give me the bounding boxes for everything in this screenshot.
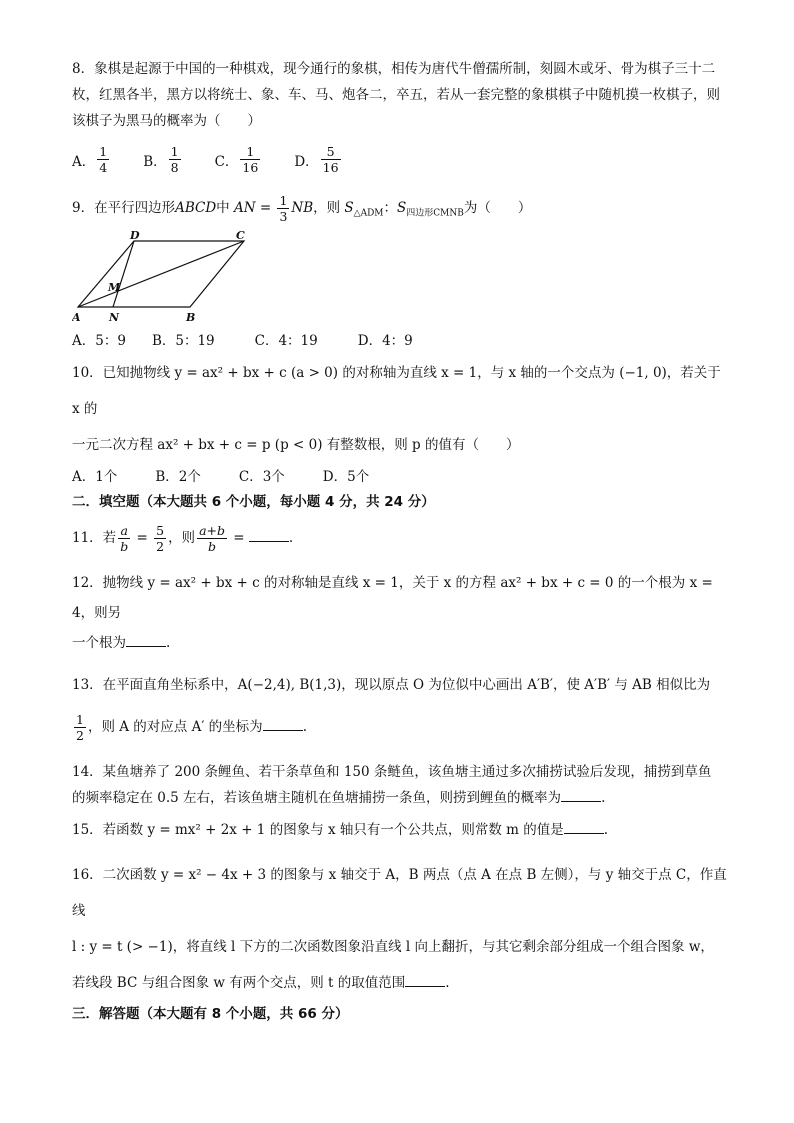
label-m: M: [108, 280, 121, 294]
option-a: A．1个: [72, 468, 118, 485]
options-9: [72, 329, 732, 349]
option-d: D．4：9: [357, 332, 413, 349]
question-10: 10．已知抛物线 y = ax² + bx + c (a > 0) 的对称轴为直线 x = 1，与 x 轴的一个交点为 (−1, 0)，若关于 x 的 一元二次方程 ax² + bx + c = p (p < 0) 有整数根，则 p 的值有（ ）: [72, 364, 721, 453]
fraction: $\frac{a+b}{b}$: [199, 522, 225, 554]
fraction: $\frac{1}{8}$: [170, 144, 179, 175]
line-ac: [78, 241, 244, 307]
fraction: $\frac{1}{16}$: [242, 144, 259, 175]
option-b: B．5：19: [151, 332, 215, 349]
exam-page: [72, 56, 732, 1027]
question-13: 13．在平面直角坐标系中，A(−2,4), B(1,3)，现以原点 O 为位似中心画出 A′B′，使 A′B′ 与 AB 相似比为: [72, 676, 711, 693]
answer-blank[interactable]: [564, 819, 604, 834]
question-16: 16．二次函数 y = x² − 4x + 3 的图象与 x 轴交于 A，B 两点（点 A 在点 B 左侧），与 y 轴交于点 C，作直线 l : y = t (> −1)，将直线 l 下方的二次函数图象沿直线 l 向上翻折，与其它剩余部分组成一个组合图象 w， 若线段 BC 与组合图象 w 有两个交点，则 t 的取值范围 .: [72, 866, 727, 991]
fraction: $\frac{5}{2}$: [156, 522, 165, 554]
fraction: $\frac{1}{2}$: [76, 711, 84, 743]
options-8: [72, 144, 732, 175]
question-12: 12．抛物线 y = ax² + bx + c 的对称轴是直线 x = 1，关于 x 的方程 ax² + bx + c = 0 的一个根为 x = 4，则另 一个根为 .: [72, 574, 713, 651]
option-c: C．3个: [238, 468, 285, 485]
option-b: B．2个: [155, 468, 201, 485]
fraction: $\frac{1}{4}$: [99, 144, 108, 175]
answer-blank[interactable]: [263, 716, 303, 731]
question-9: 9．在平行四边形ABCD中 AN = $\frac{1}{3}$ NB，则 $S_{\triangle ADM}$：$S_{四边形CMNB}$为（ ）: [72, 193, 532, 224]
label-d: D: [130, 230, 140, 242]
question-text: 象棋是起源于中国的一种棋戏，现今通行的象棋，相传为唐代牛僧孺所制，刻圆木或牙、骨为棋子三十二枚，红黑各半，黑方以将统士、象、车、马、炮各二，卒五，若从一套完整的象棋棋子中随机摸一枚棋子，则该棋子为黑马的概率为（ ）: [72, 61, 720, 129]
question-number: 8．: [72, 61, 95, 77]
label-c: C: [236, 230, 245, 242]
question-8: [72, 56, 732, 134]
question-11: 11．若 $\frac{a}{b}$ = $\frac{5}{2}$ ，则 $\frac{a+b}{b}$ = .: [72, 522, 294, 554]
answer-blank[interactable]: [249, 527, 289, 542]
question-13-cont: $\frac{1}{2}$ ，则 A 的对应点 A′ 的坐标为 .: [76, 711, 307, 743]
option-d: D．5个: [322, 468, 370, 485]
answer-blank[interactable]: [561, 787, 601, 802]
option-a: A．5：9: [72, 332, 126, 349]
section-heading-3: 三．解答题（本大题有 8 个小题，共 66 分）: [72, 1005, 349, 1022]
option-c: C．4：19: [254, 332, 318, 349]
line-dn: [113, 241, 134, 307]
label-n: N: [109, 310, 120, 324]
question-15: 15．若函数 y = mx² + 2x + 1 的图象与 x 轴只有一个公共点，则常数 m 的值是 .: [72, 817, 732, 843]
options-10: [72, 465, 732, 485]
label-b: B: [186, 310, 196, 324]
option-b: B． $\frac{1}{8}$: [143, 144, 179, 175]
fraction: $\frac{1}{3}$: [279, 193, 288, 224]
label-a: A: [72, 310, 81, 324]
section-heading-2: 二．填空题（本大题共 6 个小题，每小题 4 分，共 24 分）: [72, 493, 435, 510]
fraction: $\frac{5}{16}$: [322, 144, 339, 175]
answer-blank[interactable]: [405, 972, 445, 987]
question-14: 14．某鱼塘养了 200 条鲤鱼、若干条草鱼和 150 条鲢鱼，该鱼塘主通过多次捕捞试验后发现，捕捞到草鱼 的频率稳定在 0.5 左右，若该鱼塘主随机在鱼塘捕捞一条鱼，则捞到鲤鱼的概率为 .: [72, 763, 712, 806]
answer-blank[interactable]: [126, 632, 166, 647]
parallelogram-figure: [72, 231, 272, 327]
fraction: $\frac{a}{b}$: [120, 522, 129, 554]
option-d: D． $\frac{5}{16}$: [294, 144, 339, 175]
option-a: A． $\frac{1}{4}$: [72, 144, 108, 175]
option-c: C． $\frac{1}{16}$: [214, 144, 259, 175]
